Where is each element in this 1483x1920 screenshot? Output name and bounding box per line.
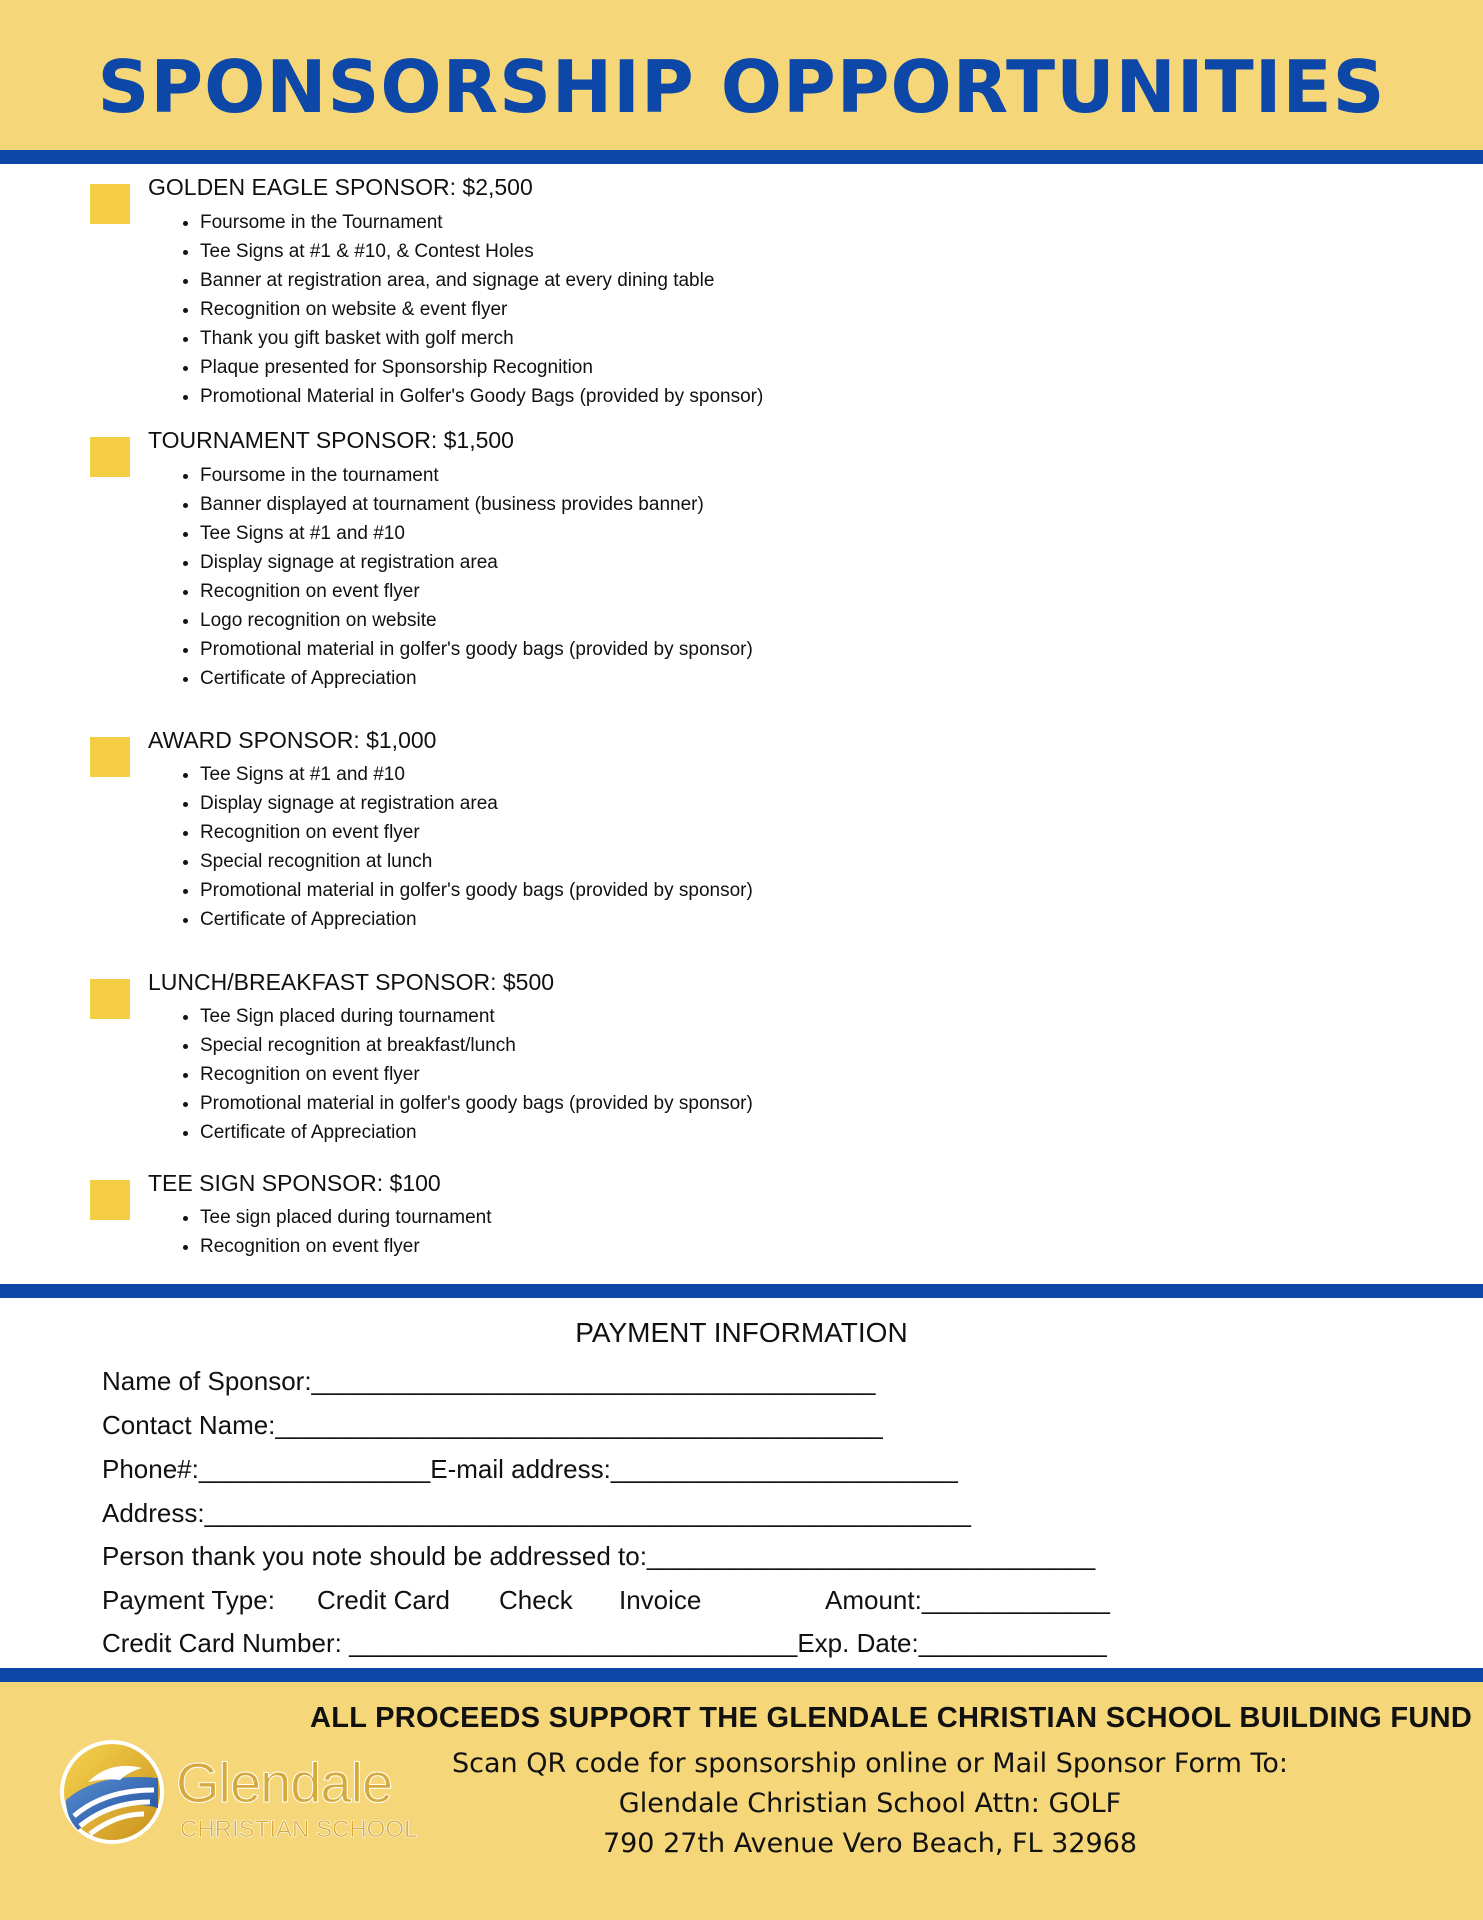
benefit-item: • Promotional material in golfer's goody bags (provided by sponsor) <box>200 1089 753 1118</box>
logo-subtitle: CHRISTIAN SCHOOL <box>180 1816 418 1843</box>
phone-email-field[interactable]: Phone#:________________E-mail address:________________________ <box>102 1454 958 1484</box>
benefit-item: • Certificate of Appreciation <box>200 1118 753 1147</box>
tier-title: GOLDEN EAGLE SPONSOR: $2,500 <box>148 174 533 200</box>
page-title: SPONSORSHIP OPPORTUNITIES <box>97 45 1386 129</box>
thank-you-note-field[interactable]: Person thank you note should be addressed to:_______________________________ <box>102 1541 1096 1571</box>
benefit-item: • Banner displayed at tournament (business provides banner) <box>200 490 753 519</box>
tier-title: AWARD SPONSOR: $1,000 <box>148 727 437 753</box>
option-credit-card[interactable]: Credit Card <box>317 1585 450 1615</box>
footer-banner <box>0 1682 1483 1920</box>
benefit-item: • Tee sign placed during tournament <box>200 1203 492 1232</box>
divider-rule <box>0 1284 1483 1298</box>
header-banner <box>0 0 1483 150</box>
eagle-emblem-icon <box>58 1738 166 1846</box>
benefit-item: • Thank you gift basket with golf merch <box>200 324 763 353</box>
benefit-item: • Recognition on event flyer <box>200 577 753 606</box>
tier-benefits <box>180 1002 753 1147</box>
tier-benefits <box>180 208 763 411</box>
tier-title: TOURNAMENT SPONSOR: $1,500 <box>148 427 514 453</box>
divider-rule <box>0 1668 1483 1682</box>
card-number-exp-field[interactable]: Credit Card Number: _______________________________Exp. Date:_____________ <box>102 1628 1107 1658</box>
tier-benefits <box>180 461 753 693</box>
amount-field[interactable]: Amount:_____________ <box>825 1585 1110 1615</box>
tier-checkbox[interactable] <box>90 1180 130 1220</box>
benefit-item: • Display signage at registration area <box>200 789 753 818</box>
tier-title: LUNCH/BREAKFAST SPONSOR: $500 <box>148 969 555 995</box>
benefit-item: • Recognition on event flyer <box>200 818 753 847</box>
payment-heading: PAYMENT INFORMATION <box>575 1317 908 1348</box>
benefit-item: • Display signage at registration area <box>200 548 753 577</box>
benefit-item: • Logo recognition on website <box>200 606 753 635</box>
divider-rule <box>0 150 1483 164</box>
logo-wordmark: Glendale <box>176 1751 393 1814</box>
tier-checkbox[interactable] <box>90 737 130 777</box>
benefit-item: • Recognition on event flyer <box>200 1060 753 1089</box>
benefit-item: • Special recognition at lunch <box>200 847 753 876</box>
sponsor-name-field[interactable]: Name of Sponsor:_______________________________________ <box>102 1366 876 1396</box>
benefit-item: • Tee Signs at #1 and #10 <box>200 519 753 548</box>
option-check[interactable]: Check <box>499 1585 573 1615</box>
tier-checkbox[interactable] <box>90 979 130 1019</box>
address-field[interactable]: Address:_____________________________________________________ <box>102 1498 971 1528</box>
tier-checkbox[interactable] <box>90 437 130 477</box>
benefit-item: • Tee Signs at #1 & #10, & Contest Holes <box>200 237 763 266</box>
option-invoice[interactable]: Invoice <box>619 1585 702 1615</box>
benefit-item: • Tee Sign placed during tournament <box>200 1002 753 1031</box>
benefit-item: • Recognition on event flyer <box>200 1232 492 1261</box>
benefit-item: • Foursome in the Tournament <box>200 208 763 237</box>
tier-benefits <box>180 1203 492 1261</box>
benefit-item: • Promotional material in golfer's goody bags (provided by sponsor) <box>200 635 753 664</box>
tier-checkbox[interactable] <box>90 184 130 224</box>
mailing-instructions <box>420 1744 1320 1864</box>
payment-type-label: Payment Type: <box>102 1585 275 1615</box>
tier-benefits <box>180 760 753 934</box>
benefit-item: • Certificate of Appreciation <box>200 905 753 934</box>
benefit-item: • Recognition on website & event flyer <box>200 295 763 324</box>
tier-title: TEE SIGN SPONSOR: $100 <box>148 1170 441 1196</box>
school-logo <box>58 1738 428 1858</box>
benefit-item: • Banner at registration area, and signage at every dining table <box>200 266 763 295</box>
benefit-item: • Tee Signs at #1 and #10 <box>200 760 753 789</box>
benefit-item: • Promotional material in golfer's goody bags (provided by sponsor) <box>200 876 753 905</box>
contact-name-field[interactable]: Contact Name:__________________________________________ <box>102 1410 883 1440</box>
benefit-item: • Promotional Material in Golfer's Goody Bags (provided by sponsor) <box>200 382 763 411</box>
proceeds-statement: ALL PROCEEDS SUPPORT THE GLENDALE CHRISTIAN SCHOOL BUILDING FUND <box>310 1702 1473 1734</box>
benefit-item: • Certificate of Appreciation <box>200 664 753 693</box>
benefit-item: • Special recognition at breakfast/lunch <box>200 1031 753 1060</box>
mail-line: Glendale Christian School Attn: GOLF <box>618 1788 1122 1819</box>
mail-line: Scan QR code for sponsorship online or Mail Sponsor Form To: <box>451 1748 1288 1779</box>
benefit-item: • Foursome in the tournament <box>200 461 753 490</box>
mail-line: 790 27th Avenue Vero Beach, FL 32968 <box>602 1828 1138 1859</box>
benefit-item: • Plaque presented for Sponsorship Recognition <box>200 353 763 382</box>
